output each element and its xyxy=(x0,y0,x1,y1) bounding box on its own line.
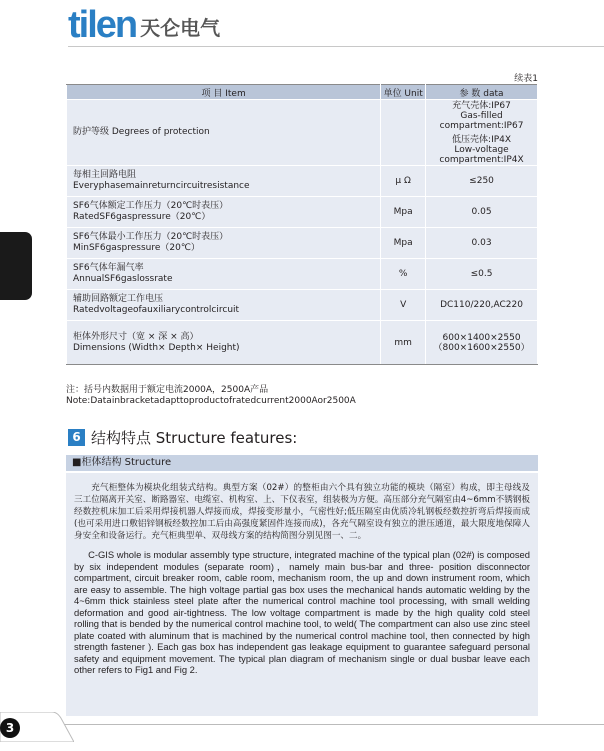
row-data: 0.05 xyxy=(426,197,538,228)
row-item-cn: SF6气体额定工作压力（20℃时表压） xyxy=(73,201,229,211)
row-item-en: RatedSF6gaspressure（20℃） xyxy=(73,212,211,222)
row-unit xyxy=(381,100,426,166)
row-data xyxy=(426,100,538,166)
row-item xyxy=(67,321,381,365)
brand-logo xyxy=(68,4,221,46)
logo-text-cn: 天仑电气 xyxy=(140,16,221,40)
row-item xyxy=(67,228,381,259)
row-unit: Mpa xyxy=(381,228,426,259)
table-row-aux-voltage xyxy=(67,290,538,321)
row-item-cn: 每相主回路电阻 xyxy=(73,170,137,180)
row-item xyxy=(67,100,381,166)
paragraph-en: C-GIS whole is modular assembly type structure, integrated machine of the typical plan (02#) is composed by six independent modules (separate room)，namely main bus-bar and three- position disconnector compartment, circuit breaker room, cable room, mechanism room, the up and down instrument room, which are easy to assemble. The high voltage partial gas box uses the mechanical hands automatic welding by the 4~6mm thick stainless steel plate after the numerical control machine tool processing, with small welding deformation and good air-tightness. The low voltage compartment is made by the high quality cold steel rolling that is bended by the numerical control machine tool, to weld( The compartment can also use zinc steel plate coated with aluminum that is machined by the numerical control machine tool, then connected by high strength fastener ). Each gas box has independent gas leakage equipment to guarantee safeguard personal safety and equipment movement. The typical plan diagram of mechanism single or dual busbar leave each other refers to Fig1 and Fig 2. xyxy=(74,549,530,675)
data-line: 低压壳体:IP4X xyxy=(452,134,512,145)
table-row-resistance xyxy=(67,166,538,197)
row-item-en: MinSF6gaspressure（20℃） xyxy=(73,243,200,253)
paragraph-cn: 充气柜整体为模块化组装式结构。典型方案（02#）的整柜由六个具有独立功能的模块（隔室）构成，即主母线及三工位隔离开关室、断路器室、电缆室、机构室、上、下仪表室，组装极为方便。高压部分充气隔室由4~6mm不锈钢板经数控机床加工后采用焊接机器人焊接而成，焊接变形量小，气密性好;低压隔室由优质冷轧钢板经数控折弯后焊接而成(也可采用进口敷铝锌钢板经数控加工后由高强度紧固件连接而成)，各充气隔室设有独立的泄压通道，最大限度地保障人身安全和设备运行。充气柜典型单、双母线方案的结构简图分别见图一、二。 xyxy=(74,483,530,541)
row-item-en: Everyphasemainreturncircuitresistance xyxy=(73,181,250,191)
row-unit: V xyxy=(381,290,426,321)
header-item: 项 目 Item xyxy=(67,85,381,100)
table-header-row xyxy=(67,85,538,100)
note-cn: 注：括号内数据用于额定电流2000A，2500A产品 xyxy=(66,385,269,395)
header-divider xyxy=(68,46,604,47)
table-continued-label: 续表1 xyxy=(514,74,538,84)
side-chapter-tab xyxy=(0,232,32,300)
data-line: 充气壳体:IP67 xyxy=(452,100,511,111)
row-data: 0.03 xyxy=(426,228,538,259)
header-unit: 单位 Unit xyxy=(381,85,426,100)
table-row-rated-pressure xyxy=(67,197,538,228)
row-item-en: Dimensions (Width× Depth× Height) xyxy=(73,342,240,353)
table-notes xyxy=(66,385,356,407)
table-row-leak-rate xyxy=(67,259,538,290)
row-data xyxy=(426,321,538,365)
row-item xyxy=(67,197,381,228)
table-row-dimensions xyxy=(67,321,538,365)
logo-text-en: tilen xyxy=(68,4,137,46)
table-row-min-pressure xyxy=(67,228,538,259)
footer-divider xyxy=(0,724,604,725)
row-item-en: Ratedvoltageofauxiliarycontrolcircuit xyxy=(73,305,240,315)
structure-description xyxy=(66,473,538,716)
row-data: ≤0.5 xyxy=(426,259,538,290)
note-en: Note:Datainbracketadapttoproductofratedcurrent2000Aor2500A xyxy=(66,396,356,406)
row-unit: Mpa xyxy=(381,197,426,228)
row-item-cn: SF6气体最小工作压力（20℃时表压） xyxy=(73,232,229,242)
row-item xyxy=(67,166,381,197)
data-line: compartment:IP67 xyxy=(439,120,524,131)
section-number: 6 xyxy=(68,429,85,446)
table-row-protection xyxy=(67,100,538,166)
spec-table xyxy=(66,84,538,365)
row-item-cn: 辅助回路额定工作电压 xyxy=(73,294,164,304)
row-item-cn: SF6气体年漏气率 xyxy=(73,263,144,273)
row-data: ≤250 xyxy=(426,166,538,197)
row-data: DC110/220,AC220 xyxy=(426,290,538,321)
data-line: （800×1600×2550） xyxy=(433,342,530,353)
row-item-cn: 防护等级 Degrees of protection xyxy=(73,127,210,137)
row-unit: μ Ω xyxy=(381,166,426,197)
row-item xyxy=(67,290,381,321)
data-line: Low-voltage xyxy=(454,144,509,155)
row-unit: % xyxy=(381,259,426,290)
data-line: Gas-filled xyxy=(460,110,503,121)
subsection-title: ■柜体结构 Structure xyxy=(66,455,538,471)
section-title: 结构特点 Structure features: xyxy=(91,429,298,447)
header-data: 参 数 data xyxy=(426,85,538,100)
data-line: 600×1400×2550 xyxy=(442,332,521,343)
page-number: 3 xyxy=(0,718,20,738)
row-unit: mm xyxy=(381,321,426,365)
section-heading xyxy=(68,427,297,448)
data-line: compartment:IP4X xyxy=(439,154,524,165)
row-item xyxy=(67,259,381,290)
row-item-en: AnnualSF6gaslossrate xyxy=(73,274,173,284)
row-item-cn: 柜体外形尺寸（宽 × 深 × 高） xyxy=(73,331,199,342)
